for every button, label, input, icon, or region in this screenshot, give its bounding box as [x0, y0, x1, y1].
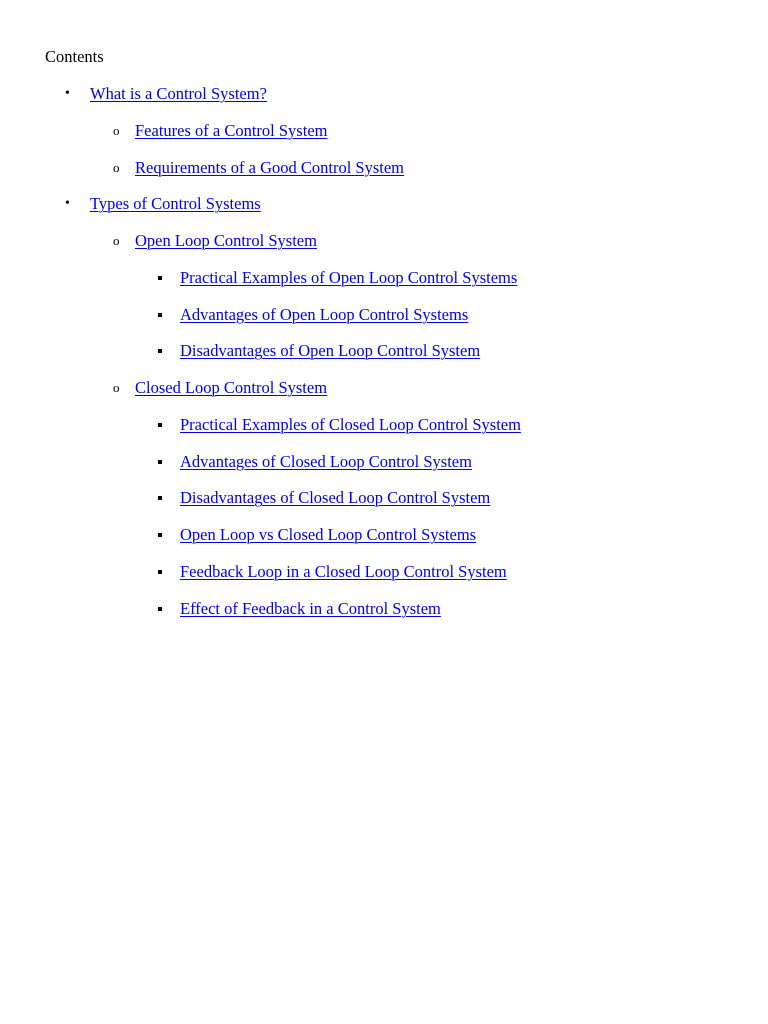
toc-link[interactable]: Advantages of Open Loop Control Systems	[180, 304, 469, 324]
bullet-icon: •	[65, 196, 70, 212]
toc-sublist	[45, 412, 745, 622]
toc-link[interactable]: Closed Loop Control System	[135, 378, 328, 397]
toc-link[interactable]: Feedback Loop in a Closed Loop Control System	[180, 561, 507, 581]
circle-bullet-icon: o	[113, 233, 120, 248]
toc-link[interactable]: Open Loop Control System	[135, 231, 317, 250]
square-bullet-icon	[158, 559, 162, 585]
square-bullet-icon	[158, 596, 162, 622]
square-bullet-icon	[158, 449, 162, 475]
square-bullet-icon	[158, 302, 162, 328]
circle-bullet-icon: o	[113, 159, 120, 175]
toc-link[interactable]: Advantages of Closed Loop Control System	[180, 451, 472, 471]
bullet-icon: •	[65, 86, 70, 101]
toc-item-open-loop-disadvantages	[45, 338, 745, 364]
circle-bullet-icon: o	[113, 122, 120, 138]
toc-item-effect-of-feedback	[45, 596, 745, 622]
toc-link[interactable]: Practical Examples of Open Loop Control Systems	[180, 267, 518, 287]
square-bullet-icon	[158, 522, 162, 548]
square-bullet-icon	[158, 338, 162, 364]
toc-link[interactable]: Practical Examples of Closed Loop Control System	[180, 414, 521, 434]
toc-link[interactable]: Disadvantages of Open Loop Control System	[180, 341, 481, 361]
toc-item-closed-loop-advantages	[45, 449, 745, 475]
toc-list	[45, 81, 745, 622]
toc-item-open-vs-closed	[45, 522, 745, 548]
toc-link[interactable]: Types of Control Systems	[90, 194, 261, 214]
toc-link[interactable]: Effect of Feedback in a Control System	[180, 598, 441, 618]
circle-bullet-icon: o	[113, 380, 120, 395]
toc-item-closed-loop-examples	[45, 412, 745, 438]
toc-item-feedback-loop	[45, 559, 745, 585]
toc-link[interactable]: Disadvantages of Closed Loop Control System	[180, 488, 491, 508]
square-bullet-icon	[158, 412, 162, 438]
toc-item-closed-loop-disadvantages	[45, 485, 745, 511]
toc-sublist	[45, 265, 745, 365]
toc-item-types	[45, 191, 745, 621]
toc-link[interactable]: What is a Control System?	[90, 84, 267, 103]
toc-link[interactable]: Open Loop vs Closed Loop Control Systems	[180, 525, 477, 544]
toc-heading: Contents	[45, 47, 104, 66]
table-of-contents	[45, 44, 745, 632]
toc-item-what-is-control-system	[45, 81, 745, 181]
toc-item-closed-loop	[45, 375, 745, 622]
toc-item-requirements	[45, 155, 745, 181]
toc-sublist	[45, 228, 745, 622]
toc-item-features	[45, 118, 745, 144]
toc-item-open-loop-examples	[45, 265, 745, 291]
square-bullet-icon	[158, 265, 162, 291]
toc-link[interactable]: Features of a Control System	[135, 120, 328, 140]
square-bullet-icon	[158, 485, 162, 511]
toc-item-open-loop	[45, 228, 745, 364]
toc-link[interactable]: Requirements of a Good Control System	[135, 157, 405, 177]
toc-sublist	[45, 118, 745, 181]
toc-item-open-loop-advantages	[45, 302, 745, 328]
